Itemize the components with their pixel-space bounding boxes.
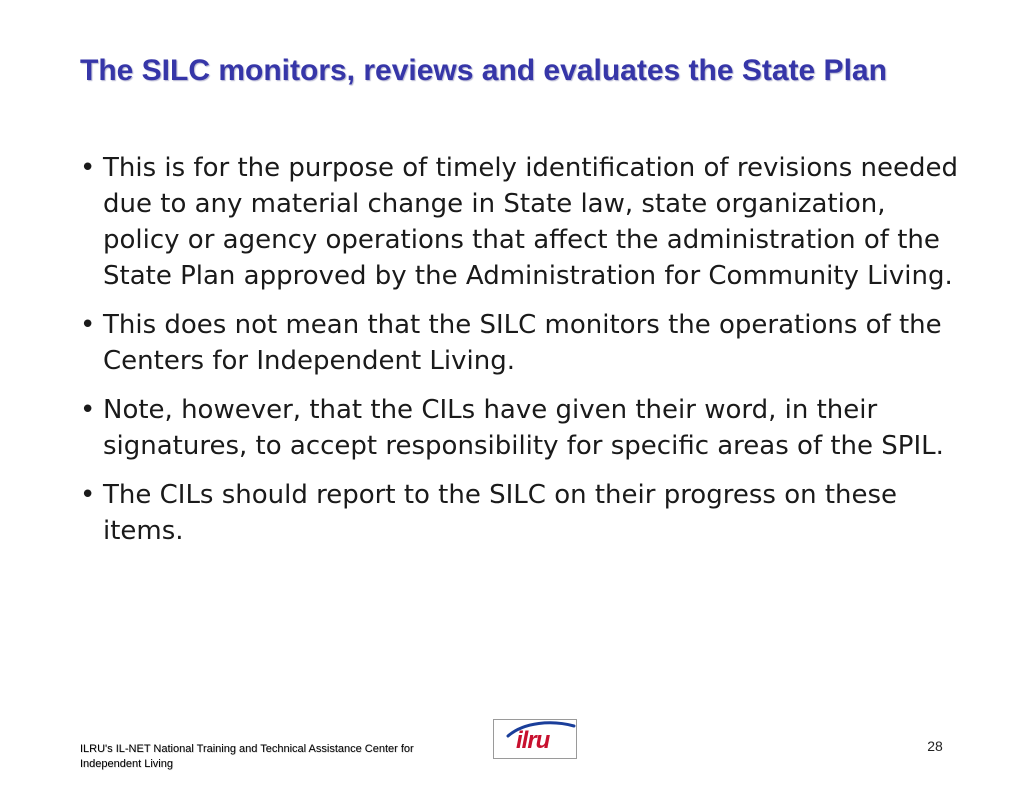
bullet-list [80,150,960,562]
page-number: 28 [927,738,943,754]
bullet-item [80,307,960,379]
bullet-text: This is for the purpose of timely identification of revisions needed due to any material change in State law, state organization, policy or agency operations that affect the administration of the State Plan approved by the Administration for Community Living. [103,153,958,291]
bullet-icon: • [80,153,96,183]
bullet-text: Note, however, that the CILs have given their word, in their signatures, to accept responsibility for specific areas of the SPIL. [103,395,944,461]
bullet-text: This does not mean that the SILC monitors the operations of the Centers for Independent Living. [103,310,942,376]
bullet-icon: • [80,310,96,340]
logo-text: ilru [516,727,550,754]
bullet-item [80,392,960,464]
bullet-item [80,477,960,549]
bullet-text: The CILs should report to the SILC on their progress on these items. [103,480,898,546]
footer-text: ILRU's IL-NET National Training and Technical Assistance Center for Independent Living [80,743,414,770]
ilru-logo [493,719,577,759]
bullet-icon: • [80,395,96,425]
bullet-item [80,150,960,294]
slide-title: The SILC monitors, reviews and evaluates the State Plan [80,54,887,87]
bullet-icon: • [80,480,96,510]
